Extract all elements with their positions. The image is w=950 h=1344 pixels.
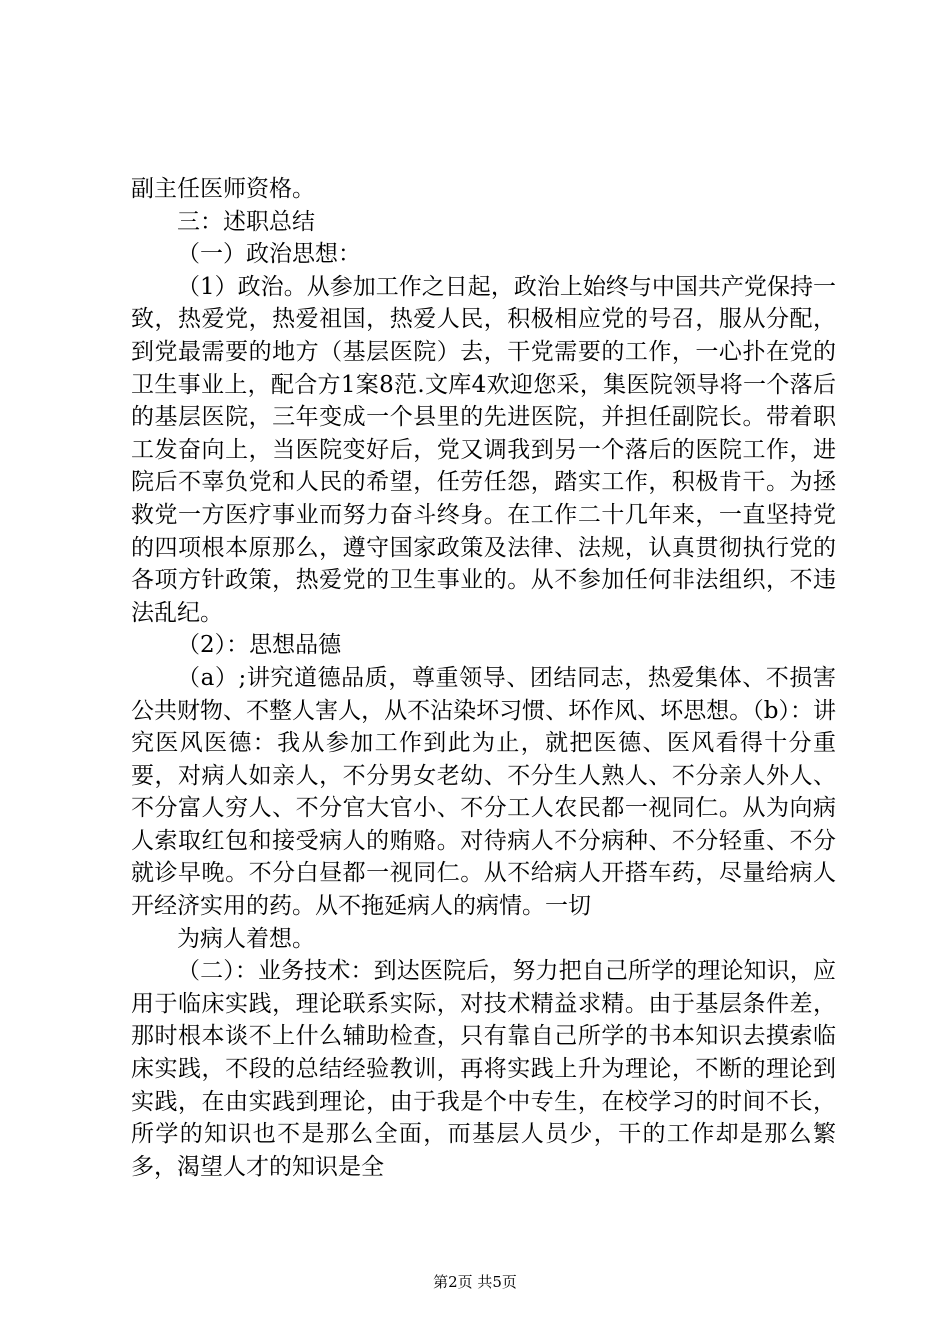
- page-footer: 第2页 共5页: [433, 1273, 517, 1291]
- paragraph-patient-care: 为病人着想。: [177, 925, 315, 952]
- heading-moral-character: （2）：思想品德: [177, 632, 342, 659]
- paragraph-ethics: （a）;讲究道德品质，尊重领导、团结同志，热爱集体、不损害公共财物、不整人害人，从不沾染坏习惯、坏作风、坏思想。（b）：讲究医风医德：我从参加工作到此为止，就把医德、医风看得十分重要，对病人如亲人，不分男女老幼、不分生人熟人、不分亲人外人、不分富人穷人、不分官大官小、不分工人农民都一视同仁。从为向病人索取红包和接受病人的贿赂。对待病人不分病种、不分轻重、不分就诊早晚。不分白昼都一视同仁。从不给病人开搭车药，尽量给病人开经济实用的药。从不拖延病人的病情。一切: [131, 664, 836, 920]
- heading-report-summary: 三：述职总结: [177, 208, 315, 235]
- paragraph-qualification: 副主任医师资格。: [131, 176, 315, 202]
- paragraph-professional-skills: （二）：业务技术：到达医院后，努力把自己所学的理论知识，应用于临床实践，理论联系实际，对技术精益求精。由于基层条件差，那时根本谈不上什么辅助检查，只有靠自己所学的书本知识去摸索临床实践，不段的总结经验教训，再将实践上升为理论，不断的理论到实践，在由实践到理论，由于我是个中专生，在校学习的时间不长，所学的知识也不是那么全面，而基层人员少，干的工作却是那么繁多，渴望人才的知识是全: [131, 958, 836, 1180]
- paragraph-politics: （1）政治。从参加工作之日起，政治上始终与中国共产党保持一致，热爱党，热爱祖国，热爱人民，积极相应党的号召，服从分配，到党最需要的地方（基层医院）去，干党需要的工作，一心扑在党的卫生事业上，配合方1案8范.文库4欢迎您采，集医院领导将一个落后的基层医院，三年变成一个县里的先进医院，并担任副院长。带着职工发奋向上，当医院变好后，党又调我到另一个落后的医院工作，进院后不辜负党和人民的希望，任劳任怨，踏实工作，积极肯干。为拯救党一方医疗事业而努力奋斗终身。在工作二十几年来，一直坚持党的四项根本原那么，遵守国家政策及法律、法规，认真贯彻执行党的各项方针政策，热爱党的卫生事业的。从不参加任何非法组织，不违法乱纪。: [131, 273, 836, 626]
- heading-political-thought: （一）政治思想：: [177, 241, 361, 268]
- document-body: [131, 173, 836, 1183]
